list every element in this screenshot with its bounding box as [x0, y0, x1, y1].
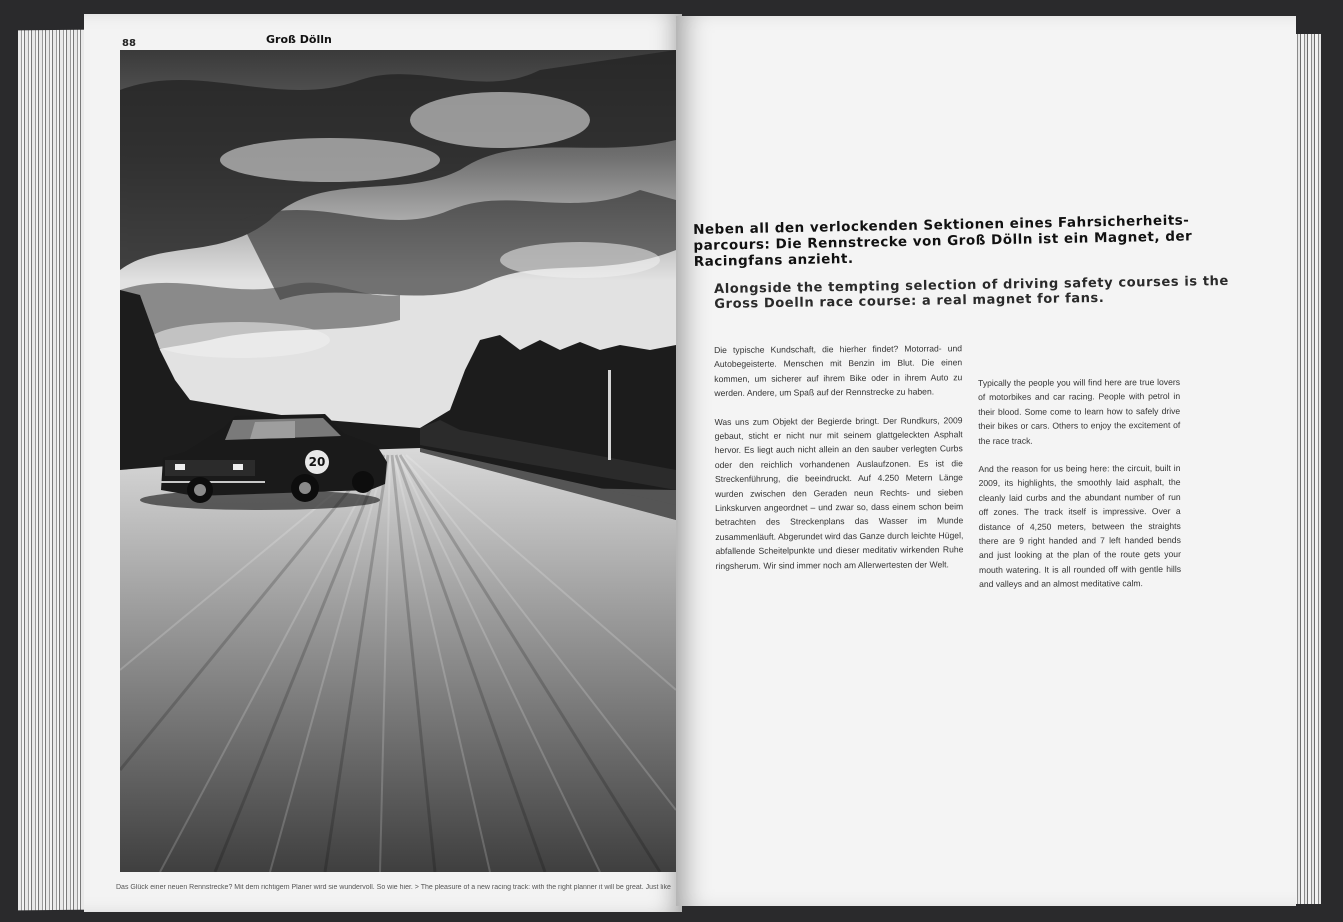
body-column-english: [978, 375, 1181, 606]
paragraph: Typically the people you will find here are true lovers of motorbikes and car racing. People with petrol in their blood. Some come to learn how to safely drive their bikes or cars. Others to enjoy the excitement of the race track.: [978, 376, 1181, 446]
photo-caption: Das Glück einer neuen Rennstrecke? Mit dem richtigem Planer wird sie wundervoll. So wie hier. > The pleasure of a new racing track: with the right planner it will be great. Just like: [116, 884, 671, 891]
headline-german: Neben all den verlockenden Sektionen eines Fahrsicherheits-parcours: Die Rennstrecke von Groß Dölln ist ein Magnet, der Racingfans anzieht.: [693, 212, 1193, 270]
body-column-german: [714, 341, 964, 587]
paragraph: And the reason for us being here: the circuit, built in 2009, its highlights, the smoothly laid asphalt, the cleanly laid curbs and the abundant number of run off zones. The track itself is impressive. Over a distance of 4,250 meters, between the straights there are 9 right handed and 7 left handed bends and just looking at the plan of the route gets your mouth watering. It is all rounded off with gentle hills and valleys and an almost meditative calm.: [978, 462, 1182, 590]
paragraph: Was uns zum Objekt der Begierde bringt. Der Rundkurs, 2009 gebaut, sticht er nicht nur mit seinem glattgeleckten Asphalt hervor. Es liegt auch nicht allein an den sauber verlegten Curbs oder den reichlich vorhandenen Auslaufzonen. Es ist die Streckenführung, die beeindruckt. Auf 4.250 Metern Länge wurden zwischen den Geraden neun Rechts- und sieben Linkskurven angeordnet – und zwar so, dass einem schon beim betrachten des Streckenplans das Wasser im Munde zusammenläuft. Abgerundet wird das Ganze durch leichte Hügel, abfallende Scheitelpunkte und dieser meditativ wirkenden Ruhe ringsherum. Wir sind immer noch am Allerwertesten der Welt.: [714, 414, 964, 571]
race-car-photo: [120, 50, 676, 872]
page-number: 88: [122, 38, 136, 49]
page-edges-left: [18, 30, 90, 911]
car-number: 20: [308, 455, 326, 469]
headline-english: Alongside the tempting selection of driving safety courses is the Gross Doelln race course: a real magnet for fans.: [714, 273, 1230, 312]
running-head: Groß Dölln: [266, 33, 332, 46]
paragraph: Die typische Kundschaft, die hierher findet? Motorrad- und Autobegeisterte. Menschen mit Benzin im Blut. Die einen kommen, um sicherer auf ihrem Bike oder in ihrem Auto zu werden. Andere, um Spaß auf der Rennstrecke zu haben.: [714, 343, 963, 399]
